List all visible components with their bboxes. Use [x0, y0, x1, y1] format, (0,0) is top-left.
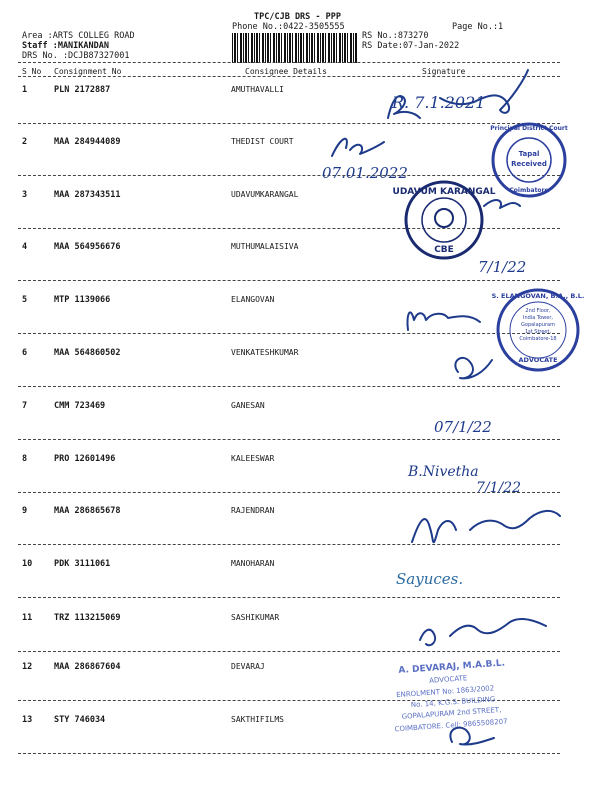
row-consignee: SAKTHIFILMS	[231, 715, 284, 724]
court-stamp-line-1: Principal District Court	[490, 125, 568, 132]
row-consignment-no: MAA 564956676	[54, 242, 121, 252]
drs-number: DRS No. :DCJB87327001	[22, 51, 130, 61]
row-sno: 4	[22, 242, 28, 252]
udavum-stamp-line-1: UDAVUM KARANGAL	[392, 187, 496, 197]
advocate-elangovan-stamp	[492, 290, 585, 370]
court-stamp-line-2: Tapal	[518, 150, 540, 158]
row-consignment-no: PLN 2172887	[54, 85, 111, 95]
advocate-stamp-line-4: Gopalapuram	[521, 322, 555, 328]
signature-row-3	[484, 200, 520, 208]
row-consignment-no: TRZ 113215069	[54, 613, 121, 623]
court-stamp-line-3: Received	[511, 160, 547, 168]
signature-row-9	[412, 511, 560, 542]
row-consignment-no: PRO 12601496	[54, 454, 116, 464]
area-label: Area :ARTS COLLEG ROAD	[22, 31, 135, 41]
advocate-stamp-line-5: 1st Street,	[524, 329, 552, 335]
row-consignment-no: STY 746034	[54, 715, 106, 725]
row-sno: 2	[22, 137, 28, 147]
advocate-stamp-line-7: ADVOCATE	[518, 356, 558, 364]
row-sno: 9	[22, 506, 28, 516]
handwriting-row-4: 7/1/22	[478, 258, 527, 276]
row-sno: 3	[22, 190, 28, 200]
signature-row-11	[420, 619, 546, 645]
handwriting-row-1: R. 7.1.2021	[392, 93, 486, 112]
row-consignee: DEVARAJ	[231, 662, 265, 671]
row-consignee: GANESAN	[231, 401, 265, 410]
row-sno: 6	[22, 348, 28, 358]
row-consignment-no: MTP 1139066	[54, 295, 111, 305]
row-consignee: THEDIST COURT	[231, 137, 294, 146]
handwriting-row-7: 07/1/22	[434, 418, 492, 436]
row-sno: 11	[22, 613, 33, 623]
row-consignee: MANOHARAN	[231, 559, 275, 568]
handwriting-row-2: 07.01.2022	[322, 164, 408, 182]
page-number: Page No.:1	[452, 22, 504, 32]
staff-label: Staff :MANIKANDAN	[22, 41, 109, 51]
handwriting-row-8-name: B.Nivetha	[408, 464, 479, 480]
signature-row-13	[450, 728, 494, 745]
handwriting-row-8-date: 7/1/22	[476, 480, 522, 496]
signature-row-6	[455, 358, 492, 378]
column-header-consignment: Consignment No	[54, 67, 122, 76]
advocate-stamp-line-1: S. ELANGOVAN, B.A., B.L.	[491, 292, 585, 300]
row-sno: 10	[22, 559, 33, 569]
row-consignee: UDAVUMKARANGAL	[231, 190, 299, 199]
row-consignee: AMUTHAVALLI	[231, 85, 284, 94]
phone-number: Phone No.:0422-3505555	[232, 22, 345, 32]
rs-number: RS No.:873270	[362, 31, 429, 41]
row-consignment-no: PDK 3111061	[54, 559, 111, 569]
row-consignee: ELANGOVAN	[231, 295, 275, 304]
row-consignment-no: MAA 286865678	[54, 506, 121, 516]
row-consignee: KALEESWAR	[231, 454, 275, 463]
court-stamp-line-4: Coimbatore	[509, 187, 549, 194]
column-header-consignee: Consignee Details	[245, 67, 327, 76]
row-sno: 12	[22, 662, 33, 672]
udavum-karangal-stamp	[393, 182, 496, 258]
devaraj-stamp-line-6: COIMBATORE. Cell: 9865508207	[394, 717, 508, 734]
handwriting-row-10: Sayuces.	[396, 570, 464, 588]
advocate-devaraj-stamp	[390, 659, 509, 734]
devaraj-stamp-line-4: No. 14, K.G.S. BUILDING	[410, 695, 496, 710]
sheet-title: TPC/CJB DRS - PPP	[254, 12, 341, 22]
row-consignment-no: MAA 284944089	[54, 137, 121, 147]
row-consignee: SASHIKUMAR	[231, 613, 280, 622]
devaraj-stamp-line-1: A. DEVARAJ, M.A.B.L.	[398, 658, 506, 676]
devaraj-stamp-line-2: ADVOCATE	[428, 674, 468, 685]
signature-row-5	[407, 312, 480, 330]
advocate-stamp-line-2: 2nd Floor,	[525, 308, 551, 314]
signature-row-2	[332, 139, 384, 156]
row-sno: 1	[22, 85, 28, 95]
advocate-stamp-line-3: India Tower,	[523, 315, 553, 321]
row-sno: 13	[22, 715, 33, 725]
row-sno: 8	[22, 454, 28, 464]
row-consignee: MUTHUMALAISIVA	[231, 242, 299, 251]
advocate-stamp-line-6: Coimbatore-18	[519, 336, 557, 342]
column-header-sno: S No	[22, 67, 42, 76]
udavum-stamp-line-2: CBE	[434, 245, 454, 255]
row-consignment-no: MAA 287343511	[54, 190, 121, 200]
column-header-signature: Signature	[422, 67, 466, 76]
row-consignee: RAJENDRAN	[231, 506, 275, 515]
row-consignment-no: MAA 286867604	[54, 662, 121, 672]
row-consignment-no: MAA 564860502	[54, 348, 121, 358]
row-consignment-no: CMM 723469	[54, 401, 106, 411]
devaraj-stamp-line-3: ENROLMENT No: 1863/2002	[395, 684, 495, 700]
court-stamp	[490, 124, 568, 196]
row-consignee: VENKATESHKUMAR	[231, 348, 299, 357]
devaraj-stamp-line-5: GOPALAPURAM 2nd STREET,	[401, 705, 502, 721]
rs-date: RS Date:07-Jan-2022	[362, 41, 460, 51]
row-sno: 5	[22, 295, 28, 305]
row-sno: 7	[22, 401, 28, 411]
